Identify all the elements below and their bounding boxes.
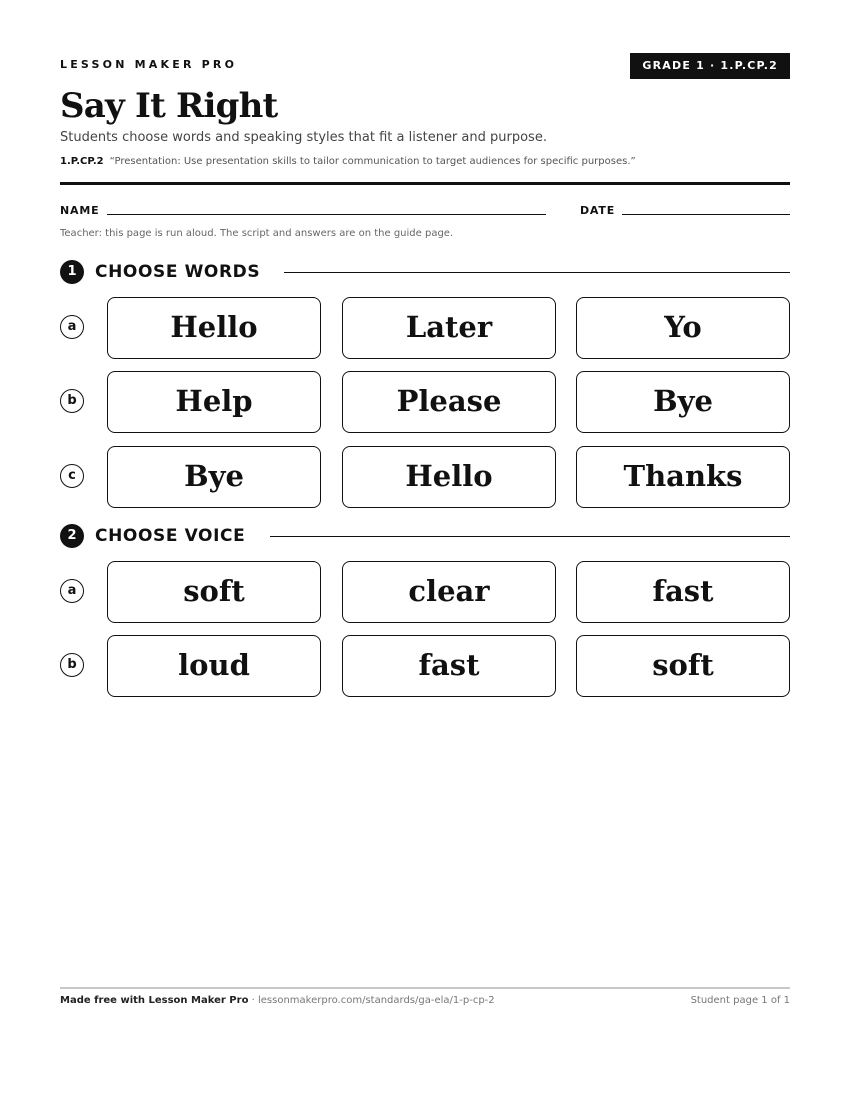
grade-badge: GRADE 1 · 1.P.CP.2	[630, 53, 790, 79]
voice-choice[interactable]: fast	[342, 635, 556, 697]
footer-divider	[60, 987, 790, 989]
footer-separator: ·	[248, 995, 258, 1006]
footer-url[interactable]: lessonmakerpro.com/standards/ga-ela/1-p-cp-2	[257, 995, 495, 1006]
header-divider	[60, 182, 790, 185]
section-title: CHOOSE VOICE	[95, 526, 246, 546]
word-choice[interactable]: Thanks	[576, 446, 790, 508]
word-choice[interactable]: Hello	[342, 446, 556, 508]
standard-code: 1.P.CP.2	[60, 156, 104, 167]
voice-choice[interactable]: soft	[107, 561, 321, 623]
standard-line	[60, 156, 636, 167]
choice-row	[60, 371, 790, 433]
page-title: Say It Right	[60, 86, 278, 126]
word-choice[interactable]: Later	[342, 297, 556, 359]
row-letter: b	[60, 653, 84, 677]
word-choice[interactable]: Bye	[576, 371, 790, 433]
name-label: NAME	[60, 204, 100, 217]
date-field[interactable]	[622, 214, 790, 215]
row-letter: a	[60, 579, 84, 603]
word-choice[interactable]: Help	[107, 371, 321, 433]
footer-credit	[60, 995, 495, 1006]
section-title: CHOOSE WORDS	[95, 262, 261, 282]
worksheet-page	[60, 0, 790, 1100]
section-number: 2	[60, 524, 84, 548]
voice-choice[interactable]: clear	[342, 561, 556, 623]
brand-name: LESSON MAKER PRO	[60, 58, 238, 71]
choice-row	[60, 561, 790, 623]
choice-row	[60, 446, 790, 508]
date-label: DATE	[580, 204, 616, 217]
teacher-note: Teacher: this page is run aloud. The script and answers are on the guide page.	[60, 228, 454, 239]
section-rule	[270, 536, 790, 537]
section-rule	[284, 272, 790, 273]
word-choice[interactable]: Yo	[576, 297, 790, 359]
footer-made-with: Made free with Lesson Maker Pro	[60, 995, 249, 1006]
section-choose-voice	[60, 524, 790, 548]
word-choice[interactable]: Bye	[107, 446, 321, 508]
page-subtitle: Students choose words and speaking styles that fit a listener and purpose.	[60, 130, 547, 145]
section-choose-words	[60, 260, 790, 284]
name-field[interactable]	[107, 214, 546, 215]
word-choice[interactable]: Hello	[107, 297, 321, 359]
row-letter: b	[60, 389, 84, 413]
row-letter: c	[60, 464, 84, 488]
page-number: Student page 1 of 1	[690, 995, 790, 1006]
voice-choice[interactable]: fast	[576, 561, 790, 623]
section-number: 1	[60, 260, 84, 284]
voice-choice[interactable]: loud	[107, 635, 321, 697]
choice-row	[60, 297, 790, 359]
row-letter: a	[60, 315, 84, 339]
word-choice[interactable]: Please	[342, 371, 556, 433]
standard-text: “Presentation: Use presentation skills to tailor communication to target audiences for specific purposes.”	[109, 156, 636, 167]
voice-choice[interactable]: soft	[576, 635, 790, 697]
choice-row	[60, 635, 790, 697]
